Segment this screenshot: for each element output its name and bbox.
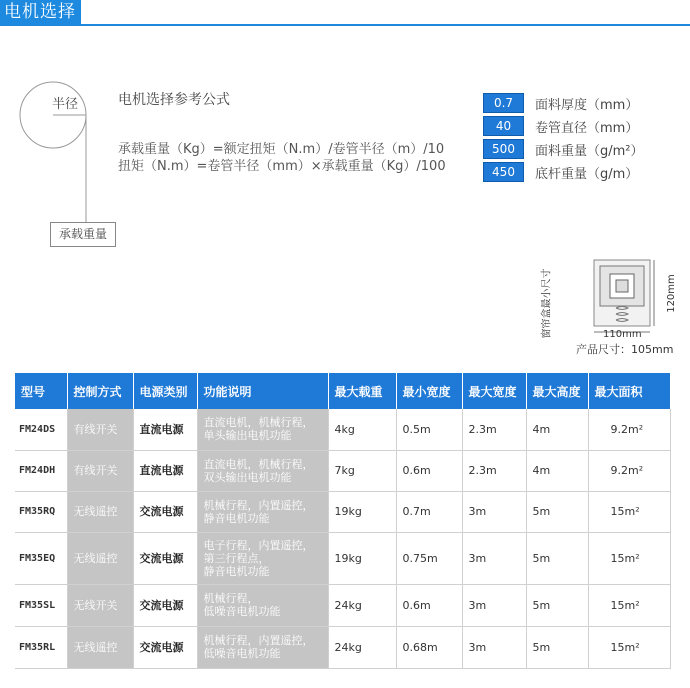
cell-power: 交流电源 <box>133 491 197 532</box>
dim-width: 110mm <box>603 329 642 340</box>
cell-control: 无线遥控 <box>67 626 133 668</box>
col-max-load: 最大载重 <box>328 373 396 409</box>
cell-max-area: 15m² <box>588 532 670 584</box>
func-line: 静音电机功能 <box>203 564 270 578</box>
cell-max-width: 2.3m <box>462 409 526 450</box>
dim-vertical-caption: 窗帘盒最小尺寸 <box>541 268 553 339</box>
cell-max-area: 15m² <box>588 626 670 668</box>
load-box: 承载重量 <box>50 222 116 247</box>
cell-max-height: 4m <box>526 450 588 491</box>
cell-min-width: 0.6m <box>396 450 462 491</box>
cell-max-width: 3m <box>462 584 526 626</box>
cell-function <box>197 491 328 532</box>
cell-power: 交流电源 <box>133 626 197 668</box>
cell-power: 直流电源 <box>133 409 197 450</box>
cell-max-width: 3m <box>462 626 526 668</box>
cell-model: FM35SL <box>15 584 67 626</box>
cell-max-width: 3m <box>462 491 526 532</box>
func-line: 第三行程点， <box>203 551 270 565</box>
cell-max-area: 9.2m² <box>588 409 670 450</box>
func-line: 双头输出电机功能 <box>203 470 292 484</box>
cell-max-height: 5m <box>526 491 588 532</box>
cell-max-load: 7kg <box>328 450 396 491</box>
cell-model: FM35RQ <box>15 491 67 532</box>
cell-model: FM24DS <box>15 409 67 450</box>
col-function: 功能说明 <box>197 373 328 409</box>
dim-height: 120mm <box>665 274 677 313</box>
param-fabric-thickness <box>483 93 683 115</box>
cell-max-load: 19kg <box>328 532 396 584</box>
cell-min-width: 0.7m <box>396 491 462 532</box>
table-row <box>15 584 670 626</box>
page-title: 电机选择 <box>0 0 81 24</box>
cell-control: 有线开关 <box>67 450 133 491</box>
param-value: 500 <box>483 139 524 159</box>
cell-model: FM35RL <box>15 626 67 668</box>
formula-load: 承载重量（Kg）=额定扭矩（N.m）/卷管半径（m）/10 <box>118 142 445 157</box>
cell-max-area: 15m² <box>588 584 670 626</box>
param-label: 卷管直径（mm） <box>535 121 639 136</box>
cell-max-area: 9.2m² <box>588 450 670 491</box>
cell-control: 无线开关 <box>67 584 133 626</box>
param-value: 40 <box>483 116 524 136</box>
param-label: 面料厚度（mm） <box>535 98 639 113</box>
cell-function <box>197 450 328 491</box>
func-line: 机械行程， <box>203 592 259 605</box>
table-header-row <box>15 373 670 409</box>
pulley-diagram <box>0 0 130 260</box>
cell-control: 有线开关 <box>67 409 133 450</box>
func-line: 电子行程，内置遥控， <box>203 538 314 552</box>
cell-model: FM35EQ <box>15 532 67 584</box>
cell-power: 交流电源 <box>133 532 197 584</box>
cell-min-width: 0.68m <box>396 626 462 668</box>
func-line: 机械行程，内置遥控， <box>203 498 314 512</box>
radius-label: 半径 <box>52 97 79 112</box>
col-max-height: 最大高度 <box>526 373 588 409</box>
cell-max-area: 15m² <box>588 491 670 532</box>
col-max-area: 最大面积 <box>588 373 670 409</box>
table-row <box>15 626 670 668</box>
cell-max-load: 4kg <box>328 409 396 450</box>
table-row <box>15 532 670 584</box>
func-line: 单头输出电机功能 <box>203 429 292 443</box>
cell-function <box>197 532 328 584</box>
param-bottom-bar-weight <box>483 162 683 184</box>
func-line: 低噪音电机功能 <box>203 605 281 618</box>
table-row <box>15 491 670 532</box>
motor-spec-table <box>15 373 671 669</box>
cell-max-height: 5m <box>526 584 588 626</box>
formula-title: 电机选择参考公式 <box>118 92 230 108</box>
cell-control: 无线遥控 <box>67 491 133 532</box>
cell-max-load: 24kg <box>328 584 396 626</box>
cell-power: 直流电源 <box>133 450 197 491</box>
cell-min-width: 0.6m <box>396 584 462 626</box>
cell-max-width: 2.3m <box>462 450 526 491</box>
cell-max-load: 19kg <box>328 491 396 532</box>
table-row <box>15 450 670 491</box>
param-fabric-weight <box>483 139 683 161</box>
func-line: 静音电机功能 <box>203 511 270 525</box>
cell-function <box>197 409 328 450</box>
cell-power: 交流电源 <box>133 584 197 626</box>
param-value: 450 <box>483 162 524 182</box>
col-control: 控制方式 <box>67 373 133 409</box>
col-min-width: 最小宽度 <box>396 373 462 409</box>
product-size: 产品尺寸：105mm <box>576 343 674 356</box>
cell-max-height: 4m <box>526 409 588 450</box>
param-value: 0.7 <box>483 93 524 113</box>
cell-max-height: 5m <box>526 626 588 668</box>
col-max-width: 最大宽度 <box>462 373 526 409</box>
cell-max-height: 5m <box>526 532 588 584</box>
cell-control: 无线遥控 <box>67 532 133 584</box>
col-power: 电源类别 <box>133 373 197 409</box>
param-tube-diameter <box>483 116 683 138</box>
cell-model: FM24DH <box>15 450 67 491</box>
cell-function <box>197 584 328 626</box>
cell-max-load: 24kg <box>328 626 396 668</box>
cell-max-width: 3m <box>462 532 526 584</box>
table-row <box>15 409 670 450</box>
cell-min-width: 0.5m <box>396 409 462 450</box>
formula-torque: 扭矩（N.m）=卷管半径（mm）×承载重量（Kg）/100 <box>118 159 446 174</box>
func-line: 直流电机，机械行程， <box>203 457 314 471</box>
func-line: 低噪音电机功能 <box>203 647 281 660</box>
func-line: 机械行程，内置遥控， <box>203 634 314 647</box>
param-label: 面料重量（g/m²） <box>535 144 644 159</box>
cell-function <box>197 626 328 668</box>
col-model: 型号 <box>15 373 67 409</box>
func-line: 直流电机，机械行程， <box>203 416 314 430</box>
cell-min-width: 0.75m <box>396 532 462 584</box>
param-label: 底杆重量（g/m） <box>535 167 639 182</box>
